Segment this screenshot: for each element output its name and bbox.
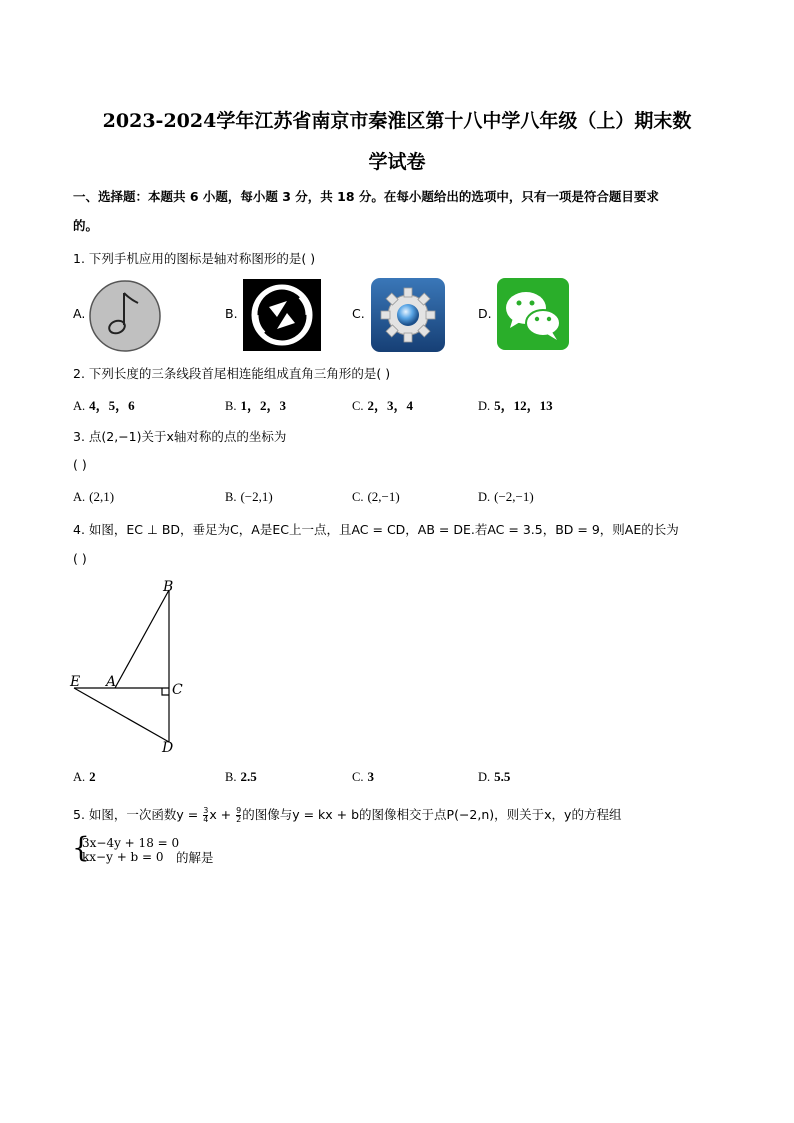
q3-option-b: B. (−2,1): [225, 489, 273, 504]
equation-1: 3x−4y + 18 = 0: [82, 836, 180, 850]
page-title-line1: 2023-2024学年江苏省南京市秦淮区第十八中学八年级（上）期末数: [102, 110, 692, 132]
equation-2: kx−y + b = 0: [82, 850, 164, 864]
q3-option-c: C. (2,−1): [352, 489, 400, 504]
point-label-c: C: [172, 682, 183, 698]
q2-option-d: D. 5，12，13: [478, 398, 553, 413]
q1-option-c-label: C.: [352, 306, 365, 321]
sync-arrows-icon: [243, 279, 321, 351]
point-label-a: A: [106, 674, 117, 690]
q5-stem: 5. 如图，一次函数y = $\frac{3}{4}$ x + $\frac{9}{2}$ 的图像与y = kx + b的图像相交于点P(−2,n)，则关于x，y的方程组: [73, 806, 622, 824]
q4-option-d: D. 5.5: [478, 769, 511, 784]
q4-stem: 4. 如图，EC ⊥ BD，垂足为C，A是EC上一点，且AC = CD，AB = DE.若AC = 3.5，BD = 9，则AE的长为: [73, 522, 679, 537]
point-label-b: B: [163, 579, 174, 595]
q2-stem: 2. 下列长度的三条线段首尾相连能组成直角三角形的是( ): [73, 366, 391, 381]
q1-option-d-label: D.: [478, 306, 492, 321]
q4-option-b: B. 2.5: [225, 769, 257, 784]
q4-option-a: A. 2: [73, 769, 96, 784]
fraction-3-4: $\frac{3}{4}$: [203, 806, 209, 824]
q3-option-a: A. (2,1): [73, 489, 115, 504]
point-label-e: E: [70, 674, 81, 690]
left-brace: {: [72, 831, 90, 864]
q1-option-b-label: B.: [225, 306, 238, 321]
line-ed: [74, 688, 169, 742]
fraction-9-2: $\frac{9}{2}$: [236, 806, 242, 824]
line-ab: [115, 590, 169, 688]
right-angle-mark: [162, 688, 169, 695]
q2-option-a: A. 4，5，6: [73, 398, 135, 413]
section-header: 一、选择题：本题共 6 小题，每小题 3 分，共 18 分。在每小题给出的选项中，只有一项是符合题目要求: [73, 189, 659, 204]
music-note-icon: [88, 279, 162, 353]
q2-option-b: B. 1，2，3: [225, 398, 286, 413]
q1-option-a-label: A.: [73, 306, 86, 321]
q3-stem: 3. 点(2,−1)关于x轴对称的点的坐标为: [73, 429, 287, 444]
section-header-cont: 的。: [73, 218, 99, 233]
q2-option-c: C. 2，3，4: [352, 398, 413, 413]
point-label-d: D: [162, 740, 174, 756]
chat-bubbles-icon: [497, 278, 569, 350]
q5-tail: 的解是: [176, 850, 214, 865]
q3-blank: ( ): [73, 457, 87, 472]
page-title-line2: 学试卷: [368, 151, 426, 173]
q3-option-d: D. (−2,−1): [478, 489, 534, 504]
q5-equation-system: [72, 831, 232, 866]
q4-blank: ( ): [73, 551, 87, 566]
q4-option-c: C. 3: [352, 769, 374, 784]
q4-triangle-figure: [66, 576, 196, 758]
q1-stem: 1. 下列手机应用的图标是轴对称图形的是( ): [73, 251, 316, 266]
settings-gear-icon: [370, 277, 446, 353]
